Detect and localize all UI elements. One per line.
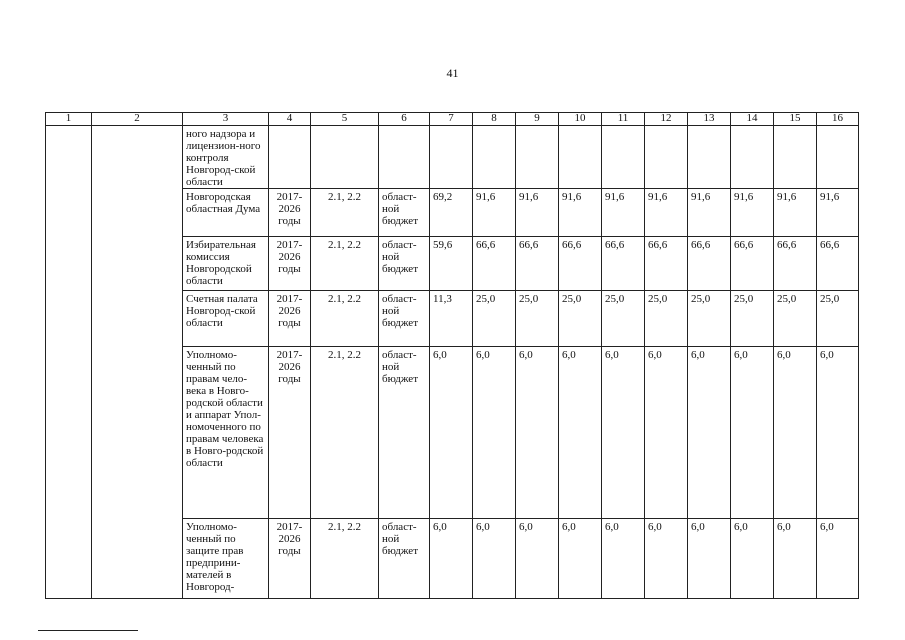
value-cell: 91,6 xyxy=(645,189,688,237)
period-cell: 2017-2026 годы xyxy=(269,347,311,519)
source-cell: област-ной бюджет xyxy=(379,519,430,599)
tasks-cell: 2.1, 2.2 xyxy=(311,291,379,347)
page-number: 41 xyxy=(446,66,459,80)
value-cell: 25,0 xyxy=(645,291,688,347)
value-cell xyxy=(430,126,473,189)
value-cell xyxy=(516,126,559,189)
executor-cell: Счетная палата Новгород-ской области xyxy=(183,291,269,347)
value-cell: 6,0 xyxy=(559,347,602,519)
period-cell: 2017-2026 годы xyxy=(269,519,311,599)
column-header: 6 xyxy=(379,113,430,126)
value-cell: 6,0 xyxy=(473,347,516,519)
value-cell: 59,6 xyxy=(430,237,473,291)
value-cell xyxy=(645,126,688,189)
value-cell: 6,0 xyxy=(688,519,731,599)
period-cell: 2017-2026 годы xyxy=(269,237,311,291)
merged-cell-col2 xyxy=(92,126,183,599)
value-cell xyxy=(774,126,817,189)
value-cell: 6,0 xyxy=(774,347,817,519)
value-cell: 91,6 xyxy=(516,189,559,237)
column-header: 11 xyxy=(602,113,645,126)
value-cell: 6,0 xyxy=(731,519,774,599)
value-cell: 91,6 xyxy=(817,189,859,237)
value-cell: 25,0 xyxy=(559,291,602,347)
value-cell: 11,3 xyxy=(430,291,473,347)
value-cell: 25,0 xyxy=(774,291,817,347)
value-cell xyxy=(473,126,516,189)
value-cell: 6,0 xyxy=(473,519,516,599)
column-header: 7 xyxy=(430,113,473,126)
column-header: 5 xyxy=(311,113,379,126)
value-cell: 66,6 xyxy=(473,237,516,291)
value-cell: 6,0 xyxy=(817,519,859,599)
value-cell: 66,6 xyxy=(774,237,817,291)
value-cell: 6,0 xyxy=(559,519,602,599)
value-cell xyxy=(731,126,774,189)
value-cell: 66,6 xyxy=(516,237,559,291)
column-header: 16 xyxy=(817,113,859,126)
value-cell: 6,0 xyxy=(731,347,774,519)
period-cell: 2017-2026 годы xyxy=(269,291,311,347)
value-cell: 6,0 xyxy=(817,347,859,519)
value-cell: 25,0 xyxy=(688,291,731,347)
value-cell xyxy=(817,126,859,189)
value-cell: 25,0 xyxy=(817,291,859,347)
value-cell: 91,6 xyxy=(688,189,731,237)
value-cell: 66,6 xyxy=(817,237,859,291)
column-header: 8 xyxy=(473,113,516,126)
value-cell: 25,0 xyxy=(516,291,559,347)
value-cell: 66,6 xyxy=(688,237,731,291)
value-cell: 91,6 xyxy=(473,189,516,237)
executor-cell: Избирательная комиссия Новгородской области xyxy=(183,237,269,291)
value-cell: 6,0 xyxy=(774,519,817,599)
value-cell: 6,0 xyxy=(602,519,645,599)
source-cell: област-ной бюджет xyxy=(379,347,430,519)
tasks-cell xyxy=(311,126,379,189)
executor-cell: Уполномо-ченный по защите прав предприни-мателей в Новгород- xyxy=(183,519,269,599)
tasks-cell: 2.1, 2.2 xyxy=(311,189,379,237)
executor-cell: ного надзора и лицензион-ного контроля Новгород-ской области xyxy=(183,126,269,189)
column-header: 3 xyxy=(183,113,269,126)
period-cell xyxy=(269,126,311,189)
column-number-row xyxy=(46,113,859,126)
column-header: 13 xyxy=(688,113,731,126)
tasks-cell: 2.1, 2.2 xyxy=(311,237,379,291)
footnote-rule xyxy=(38,630,138,631)
value-cell: 6,0 xyxy=(645,347,688,519)
source-cell: област-ной бюджет xyxy=(379,237,430,291)
value-cell: 6,0 xyxy=(688,347,731,519)
value-cell: 6,0 xyxy=(645,519,688,599)
value-cell xyxy=(688,126,731,189)
value-cell: 66,6 xyxy=(645,237,688,291)
value-cell: 6,0 xyxy=(516,347,559,519)
value-cell: 91,6 xyxy=(602,189,645,237)
value-cell: 6,0 xyxy=(516,519,559,599)
executor-cell: Уполномо-ченный по правам чело-века в Новго-родской области и аппарат Упол-номоченного по правам человека в Новго-родской области xyxy=(183,347,269,519)
value-cell xyxy=(559,126,602,189)
value-cell xyxy=(602,126,645,189)
value-cell: 25,0 xyxy=(473,291,516,347)
source-cell xyxy=(379,126,430,189)
column-header: 1 xyxy=(46,113,92,126)
value-cell: 91,6 xyxy=(774,189,817,237)
value-cell: 91,6 xyxy=(559,189,602,237)
column-header: 10 xyxy=(559,113,602,126)
period-cell: 2017-2026 годы xyxy=(269,189,311,237)
value-cell: 66,6 xyxy=(602,237,645,291)
tasks-cell: 2.1, 2.2 xyxy=(311,519,379,599)
column-header: 9 xyxy=(516,113,559,126)
value-cell: 6,0 xyxy=(430,519,473,599)
merged-cell-col1 xyxy=(46,126,92,599)
value-cell: 6,0 xyxy=(430,347,473,519)
value-cell: 25,0 xyxy=(731,291,774,347)
value-cell: 66,6 xyxy=(559,237,602,291)
value-cell: 66,6 xyxy=(731,237,774,291)
value-cell: 69,2 xyxy=(430,189,473,237)
column-header: 2 xyxy=(92,113,183,126)
table-row xyxy=(46,126,859,189)
executor-cell: Новгородская областная Дума xyxy=(183,189,269,237)
column-header: 12 xyxy=(645,113,688,126)
column-header: 15 xyxy=(774,113,817,126)
value-cell: 6,0 xyxy=(602,347,645,519)
tasks-cell: 2.1, 2.2 xyxy=(311,347,379,519)
source-cell: област-ной бюджет xyxy=(379,189,430,237)
value-cell: 91,6 xyxy=(731,189,774,237)
source-cell: област-ной бюджет xyxy=(379,291,430,347)
budget-table xyxy=(45,112,859,599)
column-header: 14 xyxy=(731,113,774,126)
column-header: 4 xyxy=(269,113,311,126)
value-cell: 25,0 xyxy=(602,291,645,347)
